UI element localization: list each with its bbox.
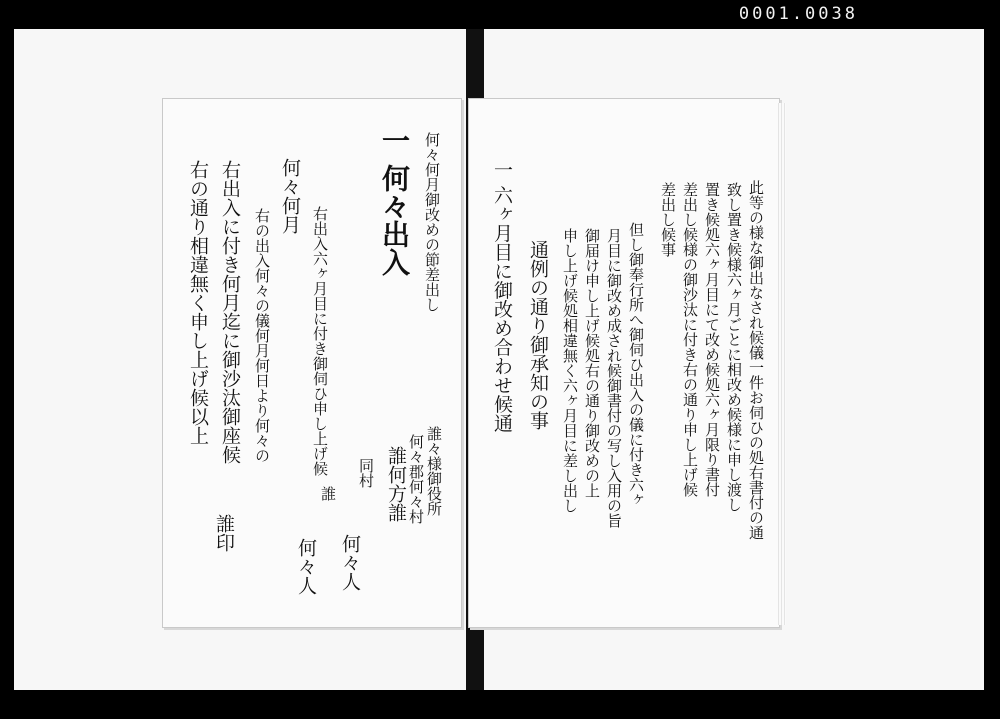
left-text-line: 何々何月 xyxy=(279,158,301,234)
left-top-note: 何々何月御改めの節差出し xyxy=(423,132,441,312)
frame-number: 0001.0038 xyxy=(738,4,858,24)
right-page xyxy=(468,98,780,628)
left-page xyxy=(162,98,462,628)
signature-line: 同村 xyxy=(357,458,375,488)
right-text-line: 差出し候様の御沙汰に付き右の通り申し上げ候 xyxy=(681,182,699,497)
right-text-line: 通例の通り御承知の事 xyxy=(527,240,549,430)
page-stack-edge xyxy=(778,103,786,625)
right-text-line: 差出し候事 xyxy=(659,182,677,257)
right-heading: 一 六ヶ月目に御改め合わせ候通 xyxy=(491,160,513,433)
left-text-line: 右の出入何々の儀何月何日より何々の xyxy=(253,208,271,463)
right-text-line: 此等の様な御出なされ候儀一件お伺ひの処右書付の通 xyxy=(747,180,765,540)
right-text-line: 致し置き候様六ヶ月ごとに相改め候様に申し渡し xyxy=(725,182,743,512)
scan-mount xyxy=(14,29,984,690)
right-text-line: 置き候処六ヶ月目にて改め候処六ヶ月限り書付 xyxy=(703,182,721,497)
signature-line: 何々人 xyxy=(339,534,361,591)
signature-line: 何々人 xyxy=(295,538,317,595)
left-text-line: 右の通り相違無く申し上げ候以上 xyxy=(187,160,209,445)
signature-line: 誰印 xyxy=(213,514,235,552)
left-text-line: 右出入六ヶ月目に付き御伺ひ申し上げ候 xyxy=(311,206,329,476)
signature-line: 誰何方誰 xyxy=(385,446,407,522)
right-text-line: 申し上げ候処相違無く六ヶ月目に差し出し xyxy=(561,228,579,513)
signature-line: 誰 xyxy=(319,486,337,501)
left-text-line: 右出入に付き何月迄に御沙汰御座候 xyxy=(219,160,241,464)
signature-line: 誰々様御役所 xyxy=(425,426,443,516)
signature-line: 何々郡何々村 xyxy=(407,434,425,524)
right-text-line: 月目に御改め成され候御書付の写し入用の旨 xyxy=(605,228,623,528)
left-heading: 一 何々出入 xyxy=(378,126,411,276)
right-text-line: 但し御奉行所へ御伺ひ出入の儀に付き六ヶ xyxy=(627,222,645,507)
right-text-line: 御届け申し上げ候処右の通り御改めの上 xyxy=(583,228,601,498)
